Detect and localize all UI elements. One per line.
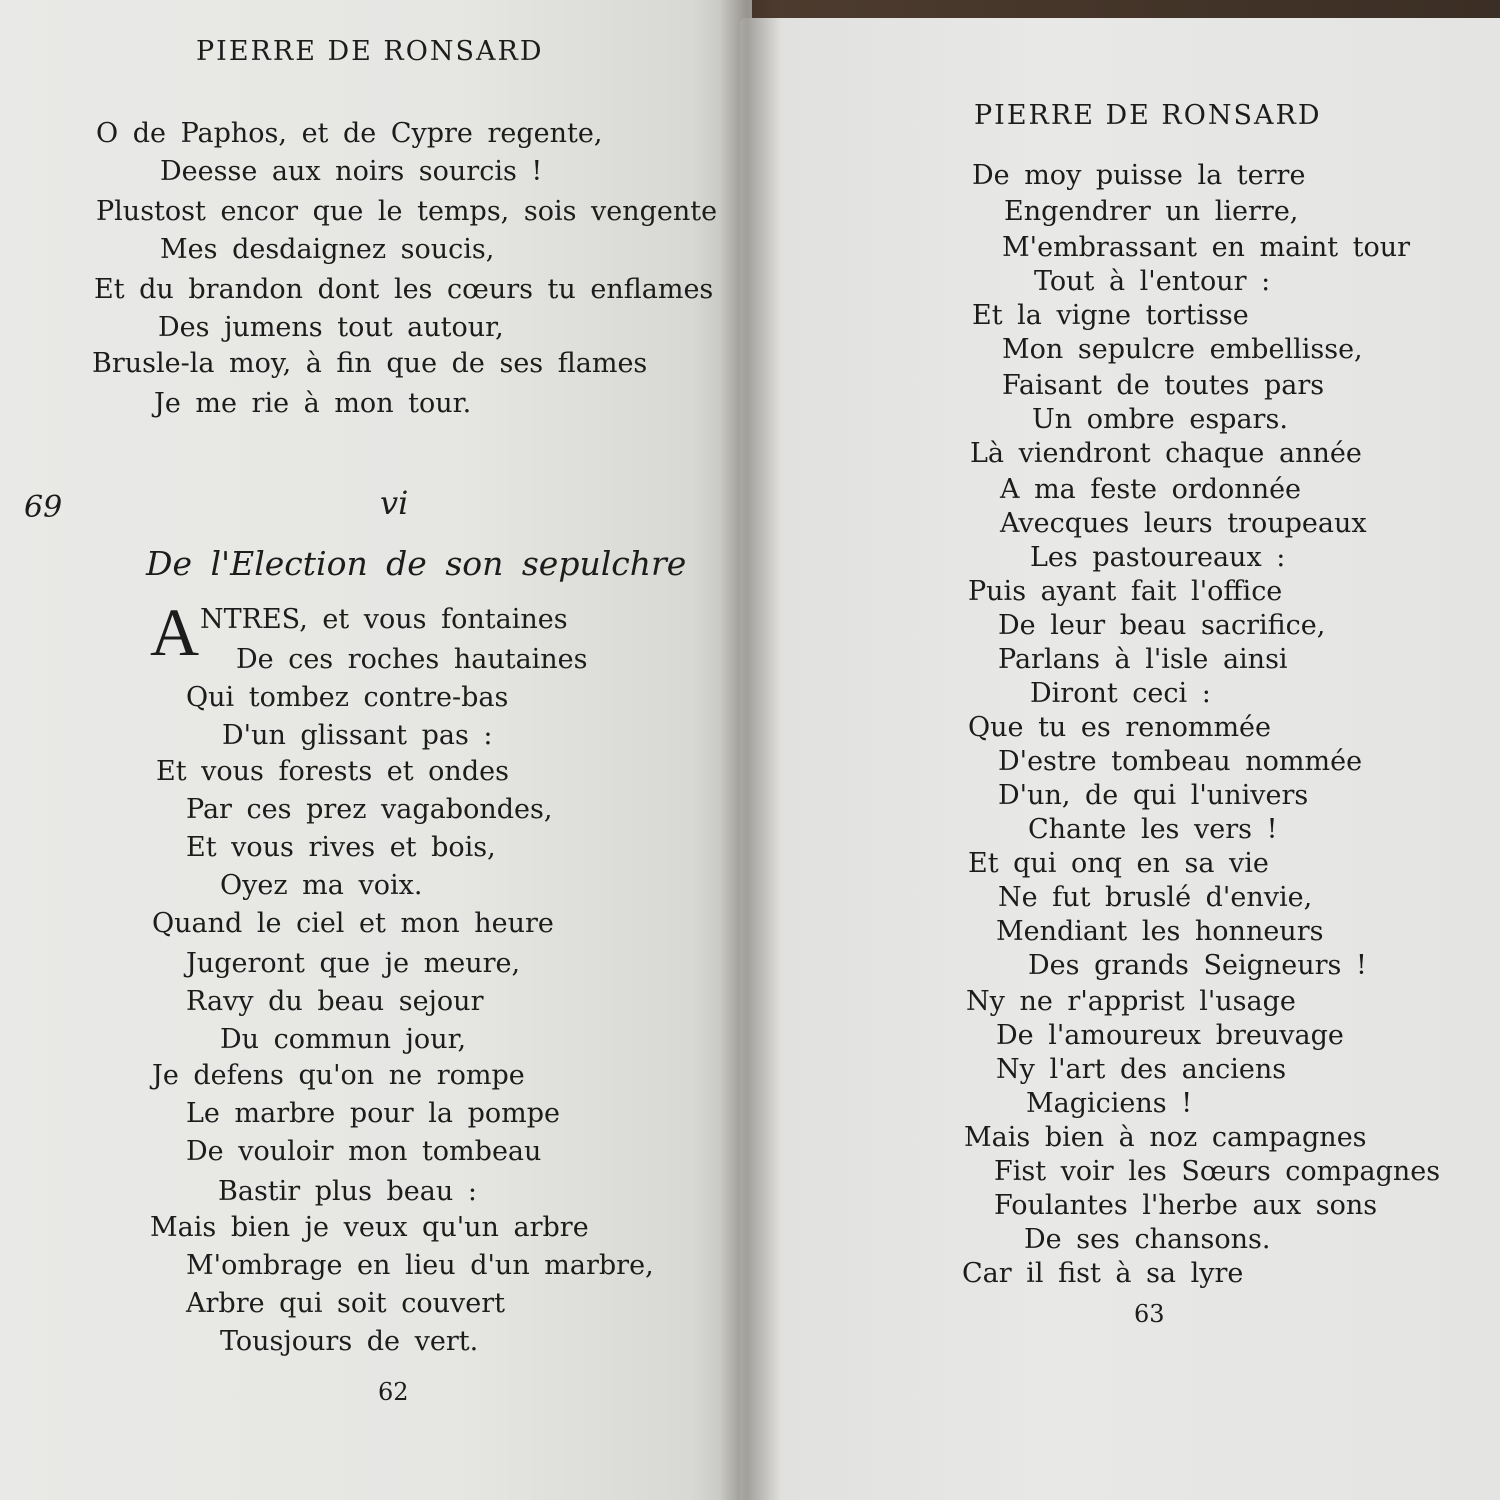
verse-line: Et qui onq en sa vie [968,848,1269,879]
verse-line: Mais bien à noz campagnes [964,1122,1367,1153]
verse-line: De moy puisse la terre [972,160,1306,191]
verse-line: D'un glissant pas : [222,720,493,751]
verse-line: Puis ayant fait l'office [968,576,1283,607]
verse-line: Là viendront chaque année [970,438,1362,469]
verse-line: Du commun jour, [220,1024,467,1055]
verse-line: Diront ceci : [1030,678,1211,709]
verse-line: De leur beau sacrifice, [998,610,1326,641]
verse-line: Brusle-la moy, à fin que de ses flames [92,348,648,379]
verse-line: Oyez ma voix. [220,870,423,901]
verse-line: De ses chansons. [1024,1224,1271,1255]
verse-line: Parlans à l'isle ainsi [998,644,1288,675]
verse-line: Faisant de toutes pars [1002,370,1325,401]
verse-line: Par ces prez vagabondes, [186,794,553,825]
verse-line: Et vous forests et ondes [156,756,509,787]
verse-line: Chante les vers ! [1028,814,1278,845]
verse-line-first: NTRES, et vous fontaines [200,604,568,635]
verse-line: Mendiant les honneurs [996,916,1324,947]
verse-line: Et vous rives et bois, [186,832,496,863]
verse-line: Mais bien je veux qu'un arbre [150,1212,589,1243]
verse-line: Mes desdaignez soucis, [160,234,495,265]
verse-line: Foulantes l'herbe aux sons [994,1190,1378,1221]
section-number: 69 [24,490,63,525]
verse-line: Et la vigne tortisse [972,300,1249,331]
page-number-left: 62 [378,1378,409,1406]
verse-line: A ma feste ordonnée [1000,474,1302,505]
verse-line: Bastir plus beau : [218,1176,477,1207]
verse-line: Tout à l'entour : [1034,266,1271,297]
drop-cap: A [150,594,200,670]
verse-line: Quand le ciel et mon heure [152,908,554,939]
verse-line: Ny ne r'apprist l'usage [966,986,1296,1017]
verse-line: Engendrer un lierre, [1004,196,1299,227]
verse-line: D'estre tombeau nommée [998,746,1363,777]
verse-line: De l'amoureux breuvage [996,1020,1344,1051]
verse-line: Je me rie à mon tour. [154,388,472,419]
verse-line: Deesse aux noirs sourcis ! [160,156,543,187]
verse-line: Des grands Seigneurs ! [1028,950,1367,981]
verse-line: Arbre qui soit couvert [186,1288,505,1319]
verse-line: Fist voir les Sœurs compagnes [994,1156,1441,1187]
right-page [740,18,1500,1500]
verse-line: Magiciens ! [1026,1088,1193,1119]
verse-line: O de Paphos, et de Cypre regente, [96,118,603,149]
poem-title: De l'Election de son sepulchre [146,544,687,583]
verse-line: De vouloir mon tombeau [186,1136,542,1167]
verse-line: Car il fist à sa lyre [962,1258,1244,1289]
verse-line: Avecques leurs troupeaux [1000,508,1367,539]
verse-line: Qui tombez contre-bas [186,682,509,713]
roman-numeral: vi [380,484,409,522]
verse-line: De ces roches hautaines [236,644,588,675]
verse-line: Je defens qu'on ne rompe [152,1060,525,1091]
verse-line: M'embrassant en maint tour [1002,232,1411,263]
verse-line: M'ombrage en lieu d'un marbre, [186,1250,654,1281]
verse-line: Les pastoureaux : [1030,542,1286,573]
verse-line: Ny l'art des anciens [996,1054,1287,1085]
verse-line: Des jumens tout autour, [158,312,504,343]
verse-line: Le marbre pour la pompe [186,1098,560,1129]
verse-line: Jugeront que je meure, [186,948,521,979]
verse-line: Et du brandon dont les cœurs tu enflames [94,274,714,305]
running-head-right: PIERRE DE RONSARD [974,100,1322,131]
verse-line: Un ombre espars. [1032,404,1288,435]
page-number-right: 63 [1134,1300,1165,1328]
verse-line: Plustost encor que le temps, sois vengente [96,196,718,227]
verse-line: Ne fut bruslé d'envie, [998,882,1313,913]
verse-line: Mon sepulcre embellisse, [1002,334,1363,365]
verse-line: Tousjours de vert. [220,1326,479,1357]
running-head-left: PIERRE DE RONSARD [196,36,544,67]
verse-line: Que tu es renommée [968,712,1272,743]
verse-line: D'un, de qui l'univers [998,780,1309,811]
verse-line: Ravy du beau sejour [186,986,484,1017]
